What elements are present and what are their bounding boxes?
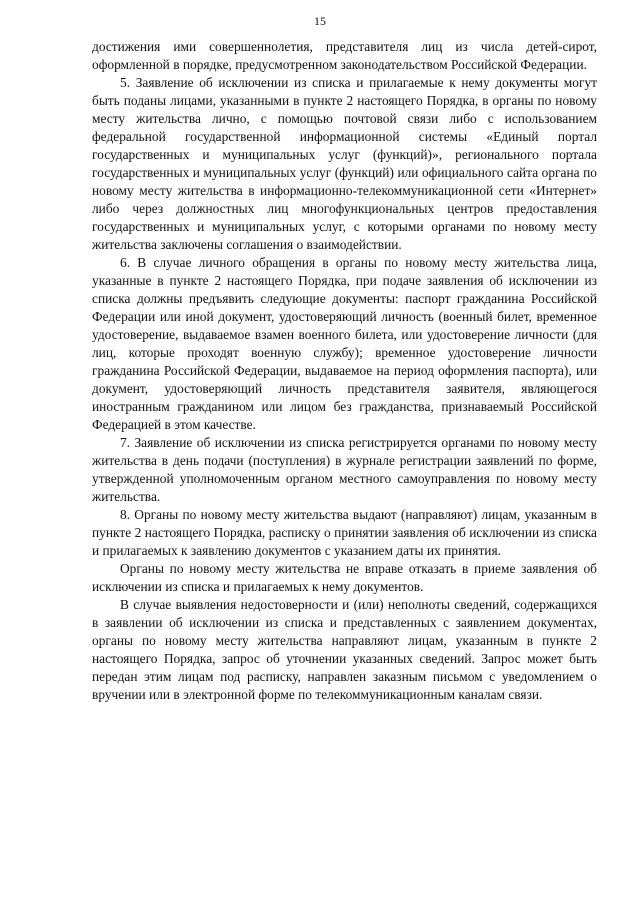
paragraph-refusal-rule: Органы по новому месту жительства не вправе отказать в приеме заявления об исключении из списка и прилагаемых к нему документов. [92,561,597,594]
paragraph-item-6: 6. В случае личного обращения в органы по новому месту жительства лица, указанные в пункте 2 настоящего Порядка, при подаче заявления об исключении из списка должны предъявить следующие документы: паспорт гражданина Российской Федерации или иной документ, удостоверяющий личность (военный билет, временное удостоверение, выдаваемое взамен военного билета, или удостоверение личности (для лиц, которые проходят военную службу); временное удостоверение личности гражданина Российской Федерации, выдаваемое на период оформления паспорта), или документ, удостоверяющий личность представителя заявителя, являющегося иностранным гражданином или лицом без гражданства, признаваемый Российской Федерацией в этом качестве. [92,255,597,432]
paragraph-item-7: 7. Заявление об исключении из списка регистрируется органами по новому месту жительства в день подачи (поступления) в журнале регистрации заявлений по форме, утвержденной уполномоченным органом местного самоуправления по новому месту жительства. [92,435,597,504]
paragraph-item-8: 8. Органы по новому месту жительства выдают (направляют) лицам, указанным в пункте 2 настоящего Порядка, расписку о принятии заявления об исключении из списка и прилагаемых к заявлению документов с указанием даты их принятия. [92,507,597,558]
document-body [92,38,597,704]
paragraph-continuation: достижения ими совершеннолетия, представителя лиц из числа детей-сирот, оформленной в порядке, предусмотренном законодательством Российской Федерации. [92,39,597,72]
paragraph-inaccuracy-request: В случае выявления недостоверности и (или) неполноты сведений, содержащихся в заявлении об исключении из списка и представленных с заявлением документах, органы по новому месту жительства направляют лицам, указанным в пункте 2 настоящего Порядка, запрос об уточнении указанных сведений. Запрос может быть передан этим лицам под расписку, направлен заказным письмом с уведомлением о вручении или в электронной форме по телекоммуникационным каналам связи. [92,597,597,702]
paragraph-item-5: 5. Заявление об исключении из списка и прилагаемые к нему документы могут быть поданы лицами, указанными в пункте 2 настоящего Порядка, в органы по новому месту жительства лично, с помощью почтовой связи либо с использованием федеральной государственной информационной системы «Единый портал государственных и муниципальных услуг (функций)», регионального портала государственных и муниципальных услуг (функций) или официального сайта органа по новому месту жительства в информационно-телекоммуникационной сети «Интернет» либо через должностных лиц многофункциональных центров предоставления государственных и муниципальных услуг, с которыми органами по новому месту жительства заключены соглашения о взаимодействии. [92,75,597,252]
page-number: 15 [314,14,326,28]
